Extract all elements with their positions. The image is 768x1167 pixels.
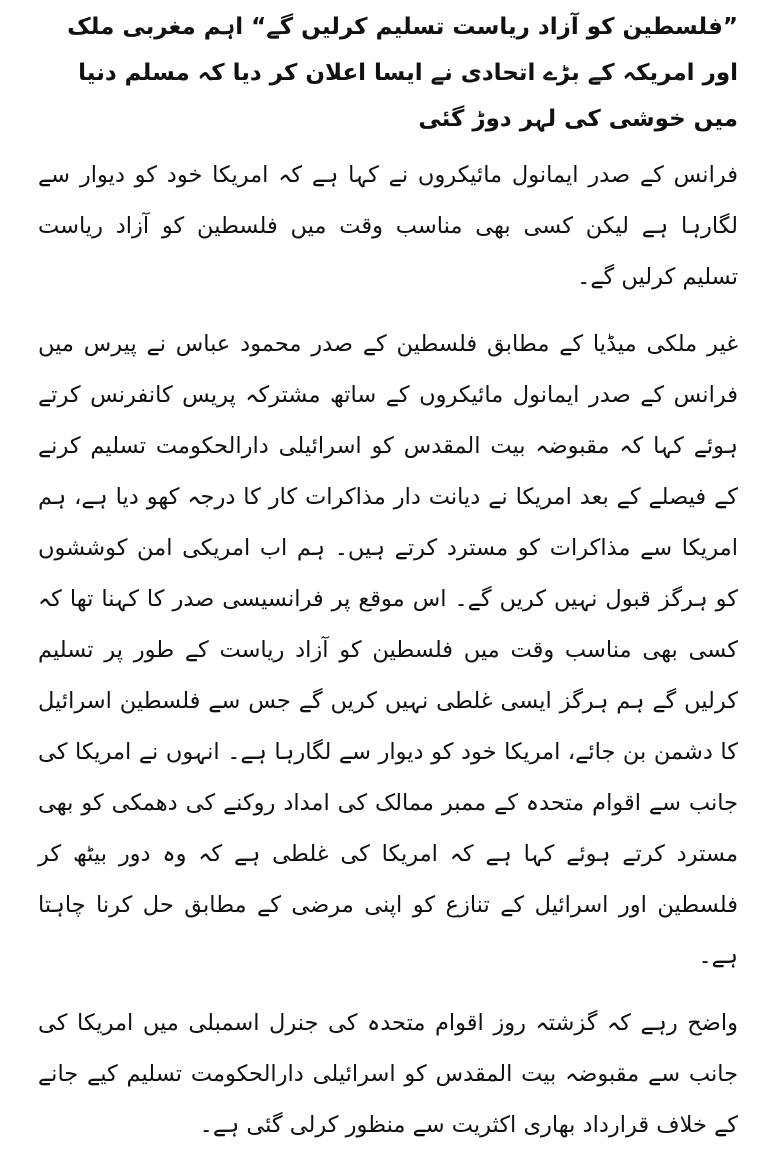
- article-paragraph-closing: واضح رہے کہ گزشتہ روز اقوام متحدہ کی جنرل اسمبلی میں امریکا کی جانب سے مقبوضہ بیت المقدس کو اسرائیلی دارالحکومت تسلیم کیے جانے کے خلاف قرارداد بھاری اکثریت سے منظور کرلی گئی ہے۔: [38, 1010, 738, 1138]
- article-paragraph-lede: فرانس کے صدر ایمانول مائیکروں نے کہا ہے کہ امریکا خود کو دیوار سے لگارہا ہے لیکن کسی بھی مناسب وقت میں فلسطین کو آزاد ریاست تسلیم کرلیں گے۔: [38, 162, 738, 290]
- article-headline: ”فلسطین کو آزاد ریاست تسلیم کرلیں گے“ اہم مغربی ملک اور امریکہ کے بڑے اتحادی نے ایسا اعلان کر دیا کہ مسلم دنیا میں خوشی کی لہر دوڑ گئی: [67, 14, 738, 132]
- news-article: [38, 4, 738, 1167]
- article-paragraph-body: غیر ملکی میڈیا کے مطابق فلسطین کے صدر محمود عباس نے پیرس میں فرانس کے صدر ایمانول مائیکروں کے ساتھ مشترکہ پریس کانفرنس کرتے ہوئے کہا کہ مقبوضہ بیت المقدس کو اسرائیلی دارالحکومت تسلیم کرنے کے فیصلے کے بعد امریکا نے دیانت دار مذاکرات کار کا درجہ کھو دیا ہے، ہم امریکا سے مذاکرات کو مسترد کرتے ہیں۔ ہم اب امریکی امن کوششوں کو ہرگز قبول نہیں کریں گے۔ اس موقع پر فرانسیسی صدر کا کہنا تھا کہ کسی بھی مناسب وقت میں فلسطین کو آزاد ریاست کے طور پر تسلیم کرلیں گے ہم ہرگز ایسی غلطی نہیں کریں گے جس سے فلسطین اسرائیل کا دشمن بن جائے، امریکا خود کو دیوار سے لگارہا ہے۔ انہوں نے امریکا کی جانب سے اقوام متحدہ کے ممبر ممالک کی امداد روکنے کی دھمکی کو بھی مسترد کرتے ہوئے کہا ہے کہ امریکا کی غلطی ہے کہ وہ دور بیٹھ کر فلسطین اور اسرائیل کے تنازع کو اپنی مرضی کے مطابق حل کرنا چاہتا ہے۔: [38, 331, 738, 969]
